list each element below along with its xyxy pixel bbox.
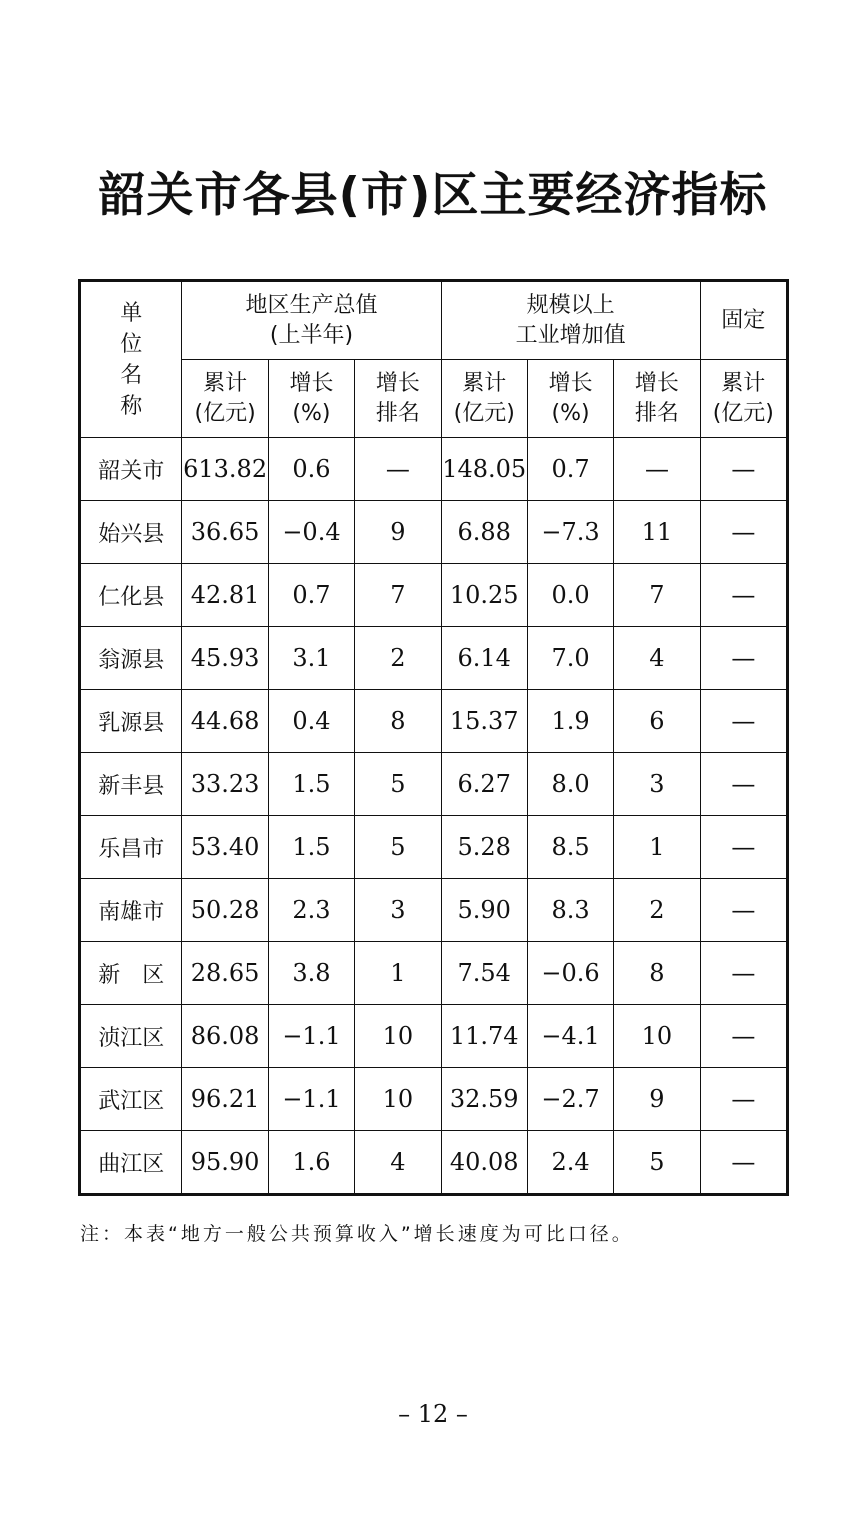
- gdp-total-cell: 28.65: [182, 942, 268, 1005]
- industry-rank-cell: 7: [614, 564, 700, 627]
- gdp-total-cell: 95.90: [182, 1131, 268, 1195]
- gdp-growth-cell: 1.5: [268, 816, 354, 879]
- header-row-sub: [80, 360, 788, 438]
- fixed-total-cell: —: [700, 879, 787, 942]
- industry-growth-cell: 8.0: [527, 753, 613, 816]
- table-row: [80, 753, 788, 816]
- gdp-rank-cell: 2: [355, 627, 441, 690]
- gdp-growth-cell: 2.3: [268, 879, 354, 942]
- industry-total-cell: 6.88: [441, 501, 527, 564]
- sub-header: 累计 (亿元): [182, 360, 268, 438]
- gdp-growth-cell: 1.6: [268, 1131, 354, 1195]
- industry-growth-cell: −0.6: [527, 942, 613, 1005]
- industry-growth-cell: 7.0: [527, 627, 613, 690]
- fixed-asset-group-header: 固定: [700, 281, 787, 360]
- table-row: [80, 816, 788, 879]
- fixed-total-cell: —: [700, 816, 787, 879]
- gdp-rank-cell: 5: [355, 816, 441, 879]
- fixed-total-cell: —: [700, 501, 787, 564]
- page-number: – 12 –: [398, 1400, 468, 1428]
- gdp-rank-cell: 1: [355, 942, 441, 1005]
- gdp-total-cell: 53.40: [182, 816, 268, 879]
- gdp-rank-cell: 3: [355, 879, 441, 942]
- gdp-total-cell: 33.23: [182, 753, 268, 816]
- fixed-total-cell: —: [700, 1068, 787, 1131]
- fixed-total-cell: —: [700, 627, 787, 690]
- gdp-growth-cell: 0.7: [268, 564, 354, 627]
- industry-rank-cell: 5: [614, 1131, 700, 1195]
- industry-growth-cell: 1.9: [527, 690, 613, 753]
- sub-header: 增长 排名: [614, 360, 700, 438]
- unit-name-cell: 浈江区: [80, 1005, 182, 1068]
- industry-rank-cell: —: [614, 438, 700, 501]
- table-row: [80, 564, 788, 627]
- industry-total-cell: 10.25: [441, 564, 527, 627]
- fixed-total-cell: —: [700, 942, 787, 1005]
- industry-rank-cell: 2: [614, 879, 700, 942]
- fixed-total-cell: —: [700, 690, 787, 753]
- gdp-rank-cell: 8: [355, 690, 441, 753]
- industry-total-cell: 15.37: [441, 690, 527, 753]
- table-row: [80, 627, 788, 690]
- industry-rank-cell: 6: [614, 690, 700, 753]
- gdp-growth-cell: −1.1: [268, 1005, 354, 1068]
- industry-rank-cell: 3: [614, 753, 700, 816]
- gdp-rank-cell: 4: [355, 1131, 441, 1195]
- gdp-total-cell: 44.68: [182, 690, 268, 753]
- unit-name-cell: 新 区: [80, 942, 182, 1005]
- industry-rank-cell: 11: [614, 501, 700, 564]
- gdp-total-cell: 45.93: [182, 627, 268, 690]
- unit-name-cell: 新丰县: [80, 753, 182, 816]
- table-row: [80, 942, 788, 1005]
- unit-name-cell: 乳源县: [80, 690, 182, 753]
- gdp-growth-cell: 0.4: [268, 690, 354, 753]
- gdp-rank-cell: 9: [355, 501, 441, 564]
- industry-growth-cell: −7.3: [527, 501, 613, 564]
- gdp-growth-cell: −1.1: [268, 1068, 354, 1131]
- industry-rank-cell: 1: [614, 816, 700, 879]
- gdp-growth-cell: 1.5: [268, 753, 354, 816]
- industry-total-cell: 5.90: [441, 879, 527, 942]
- gdp-rank-cell: 10: [355, 1068, 441, 1131]
- fixed-total-cell: —: [700, 564, 787, 627]
- industry-growth-cell: 0.0: [527, 564, 613, 627]
- industry-group-header: 规模以上 工业增加值: [441, 281, 700, 360]
- industry-rank-cell: 4: [614, 627, 700, 690]
- sub-header: 累计 (亿元): [441, 360, 527, 438]
- industry-total-cell: 148.05: [441, 438, 527, 501]
- unit-name-cell: 仁化县: [80, 564, 182, 627]
- table-row: [80, 690, 788, 753]
- page-title: 韶关市各县(市)区主要经济指标: [98, 168, 768, 223]
- fixed-total-cell: —: [700, 1131, 787, 1195]
- industry-total-cell: 7.54: [441, 942, 527, 1005]
- economic-indicators-table: [78, 279, 789, 1196]
- industry-total-cell: 6.27: [441, 753, 527, 816]
- industry-rank-cell: 8: [614, 942, 700, 1005]
- gdp-rank-cell: —: [355, 438, 441, 501]
- industry-growth-cell: −4.1: [527, 1005, 613, 1068]
- industry-rank-cell: 9: [614, 1068, 700, 1131]
- fixed-total-cell: —: [700, 753, 787, 816]
- industry-total-cell: 11.74: [441, 1005, 527, 1068]
- gdp-growth-cell: 0.6: [268, 438, 354, 501]
- gdp-total-cell: 96.21: [182, 1068, 268, 1131]
- gdp-group-header: 地区生产总值 (上半年): [182, 281, 441, 360]
- fixed-total-cell: —: [700, 438, 787, 501]
- industry-total-cell: 40.08: [441, 1131, 527, 1195]
- unit-name-cell: 韶关市: [80, 438, 182, 501]
- industry-growth-cell: −2.7: [527, 1068, 613, 1131]
- gdp-total-cell: 86.08: [182, 1005, 268, 1068]
- gdp-growth-cell: 3.1: [268, 627, 354, 690]
- gdp-total-cell: 613.82: [182, 438, 268, 501]
- gdp-growth-cell: 3.8: [268, 942, 354, 1005]
- table-footnote: 注：本表“地方一般公共预算收入”增长速度为可比口径。: [80, 1223, 634, 1245]
- industry-growth-cell: 8.5: [527, 816, 613, 879]
- table-row: [80, 1005, 788, 1068]
- gdp-total-cell: 36.65: [182, 501, 268, 564]
- table-row: [80, 879, 788, 942]
- gdp-total-cell: 50.28: [182, 879, 268, 942]
- sub-header: 增长 (%): [268, 360, 354, 438]
- industry-total-cell: 5.28: [441, 816, 527, 879]
- gdp-rank-cell: 10: [355, 1005, 441, 1068]
- table-row: [80, 501, 788, 564]
- gdp-total-cell: 42.81: [182, 564, 268, 627]
- sub-header: 增长 排名: [355, 360, 441, 438]
- table-row: [80, 1131, 788, 1195]
- table-row: [80, 1068, 788, 1131]
- sub-header: 增长 (%): [527, 360, 613, 438]
- industry-total-cell: 6.14: [441, 627, 527, 690]
- unit-name-cell: 始兴县: [80, 501, 182, 564]
- industry-growth-cell: 2.4: [527, 1131, 613, 1195]
- unit-name-cell: 南雄市: [80, 879, 182, 942]
- gdp-growth-cell: −0.4: [268, 501, 354, 564]
- industry-growth-cell: 8.3: [527, 879, 613, 942]
- unit-name-cell: 武江区: [80, 1068, 182, 1131]
- gdp-rank-cell: 5: [355, 753, 441, 816]
- unit-name-cell: 曲江区: [80, 1131, 182, 1195]
- unit-name-header: 单 位 名 称: [80, 281, 182, 438]
- header-row-top: [80, 281, 788, 360]
- industry-growth-cell: 0.7: [527, 438, 613, 501]
- table-row: [80, 438, 788, 501]
- gdp-rank-cell: 7: [355, 564, 441, 627]
- unit-name-cell: 翁源县: [80, 627, 182, 690]
- fixed-total-cell: —: [700, 1005, 787, 1068]
- unit-name-cell: 乐昌市: [80, 816, 182, 879]
- industry-rank-cell: 10: [614, 1005, 700, 1068]
- industry-total-cell: 32.59: [441, 1068, 527, 1131]
- sub-header: 累计 (亿元): [700, 360, 787, 438]
